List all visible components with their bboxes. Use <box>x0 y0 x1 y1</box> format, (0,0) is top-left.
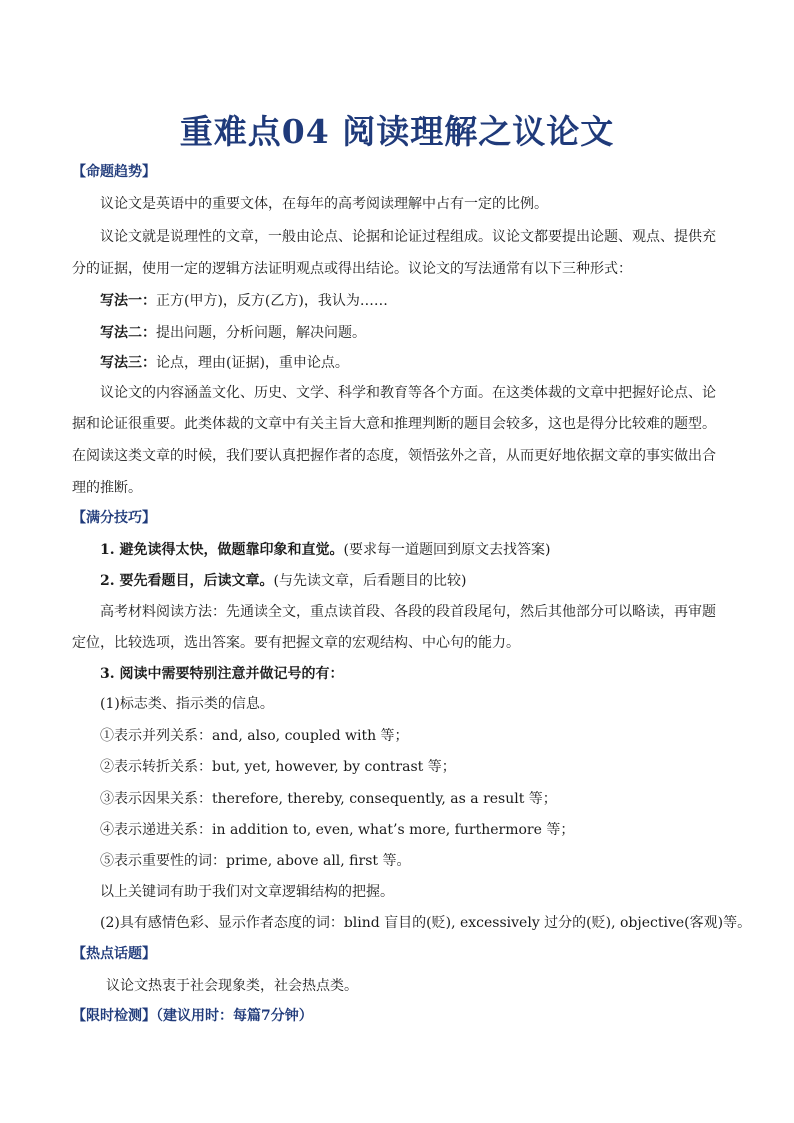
page-title: 重难点04 阅读理解之议论文 <box>179 112 615 151</box>
section-heading-hot: 【热点话题】 <box>72 946 156 962</box>
method-text: 正方(甲方)，反方(乙方)，我认为…… <box>156 293 388 309</box>
paragraph-line: 议论文是英语中的重要文体，在每年的高考阅读理解中占有一定的比例。 <box>100 196 548 212</box>
method-text: 提出问题，分析问题，解决问题。 <box>156 325 366 341</box>
paragraph-line: 分的证据，使用一定的逻辑方法证明观点或得出结论。议论文的写法通常有以下三种形式： <box>72 261 632 277</box>
list-item: ①表示并列关系：and, also, coupled with 等； <box>100 728 409 744</box>
list-item: (1)标志类、指示类的信息。 <box>100 696 274 712</box>
method-label: 写法二： <box>100 325 156 341</box>
writing-method-2 <box>100 323 760 343</box>
paragraph-line: 理的推断。 <box>72 480 142 496</box>
skill-1 <box>100 540 760 560</box>
paragraph-line: 议论文就是说理性的文章，一般由论点、论据和论证过程组成。议论文都要提出论题、观点、提供充 <box>100 229 716 245</box>
paragraph-line: 定位，比较选项，选出答案。要有把握文章的宏观结构、中心句的能力。 <box>72 635 520 651</box>
method-text: 论点，理由(证据)，重申论点。 <box>156 355 349 371</box>
skill-3-title: 3. 阅读中需要特别注意并做记号的有： <box>100 666 344 682</box>
paragraph-line: 议论文的内容涵盖文化、历史、文学、科学和教育等各个方面。在这类体裁的文章中把握好论点、论 <box>100 385 716 401</box>
list-item: (2)具有感情色彩、显示作者态度的词：blind 盲目的(贬), excessively 过分的(贬), objective(客观)等。 <box>100 915 752 931</box>
method-label: 写法三： <box>100 355 156 371</box>
paragraph-line: 议论文热衷于社会现象类，社会热点类。 <box>106 978 358 994</box>
paragraph-line: 高考材料阅读方法：先通读全文，重点读首段、各段的段首段尾句，然后其他部分可以略读，再审题 <box>100 604 716 620</box>
test-time-note: （建议用时：每篇7分钟） <box>156 1008 313 1024</box>
method-label: 写法一： <box>100 293 156 309</box>
skill-note: (与先读文章，后看题目的比较) <box>273 573 467 589</box>
skill-note: (要求每一道题回到原文去找答案) <box>343 542 551 558</box>
section-heading-trend: 【命题趋势】 <box>72 164 156 180</box>
section-heading-test <box>72 1006 313 1026</box>
skill-title: 1. 避免读得太快，做题靠印象和直觉。 <box>100 542 344 558</box>
list-item: ⑤表示重要性的词：prime, above all, first 等。 <box>100 853 411 869</box>
paragraph-line: 在阅读这类文章的时候，我们要认真把握作者的态度，领悟弦外之音，从而更好地依据文章的事实做出合 <box>72 448 716 464</box>
list-item: ④表示递进关系：in addition to, even, what’s more, furthermore 等； <box>100 822 575 838</box>
writing-method-3 <box>100 353 760 373</box>
skill-title: 2. 要先看题目，后读文章。 <box>100 573 274 589</box>
list-item: ③表示因果关系：therefore, thereby, consequently, as a result 等； <box>100 791 557 807</box>
writing-method-1 <box>100 291 760 311</box>
paragraph-line: 据和论证很重要。此类体裁的文章中有关主旨大意和推理判断的题目会较多，这也是得分比较难的题型。 <box>72 416 716 432</box>
test-label: 【限时检测】 <box>72 1008 156 1024</box>
list-item: ②表示转折关系：but, yet, however, by contrast 等； <box>100 759 456 775</box>
paragraph-line: 以上关键词有助于我们对文章逻辑结构的把握。 <box>100 884 394 900</box>
section-heading-skills: 【满分技巧】 <box>72 510 156 526</box>
skill-2 <box>100 571 760 591</box>
